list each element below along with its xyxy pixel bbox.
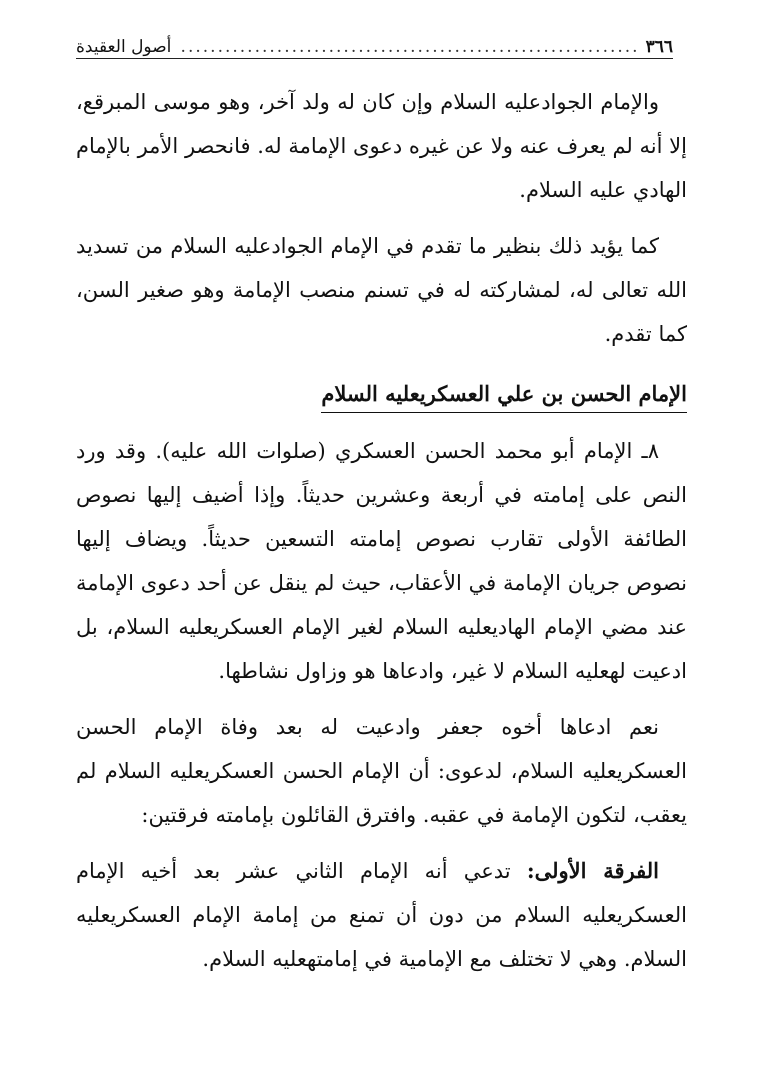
first-sect-label: الفرقة الأولى: xyxy=(526,858,659,883)
leader-dots xyxy=(177,36,639,58)
section-heading: الإمام الحسن بن علي العسكريعليه السلام xyxy=(321,376,687,413)
paragraph-divine-support: كما يؤيد ذلك بنظير ما تقدم في الإمام الجوادعليه السلام من تسديد الله تعالى له، لمشاركته له في تسنم منصب الإمامة وهو صغير السن، كما تقدم. xyxy=(76,234,687,346)
running-header xyxy=(76,28,673,59)
paragraph-imam-askari-texts: ٨ـ الإمام أبو محمد الحسن العسكري (صلوات الله عليه). وقد ورد النص على إمامته في أربعة وعشرين حديثاً. وإذا أضيف إليها نصوص الطائفة الأولى تقارب نصوص إمامته التسعين حديثاً. ويضاف إليها نصوص جريان الإمامة في الأعقاب، حيث لم ينقل عن أحد دعوى الإمامة عند مضي الإمام الهاديعليه السلام لغير الإمام العسكريعليه السلام، بل ادعيت لهعليه السلام لا غير، وادعاها هو وزاول نشاطها. xyxy=(76,439,687,683)
first-sect-text: تدعي أنه الإمام الثاني عشر بعد أخيه الإمام العسكريعليه السلام من دون أن تمنع من إمامة الإمام العسكريعليه السلام. وهي لا تختلف مع الإمامية في إمامتهعليه السلام. xyxy=(76,859,687,971)
paragraph-first-sect xyxy=(76,849,687,981)
paragraph-jafar-claim: نعم ادعاها أخوه جعفر وادعيت له بعد وفاة الإمام الحسن العسكريعليه السلام، لدعوى: أن الإمام الحسن العسكريعليه السلام لم يعقب، لتكون الإمامة في عقبه. وافترق القائلون بإمامته فرقتين: xyxy=(76,715,687,827)
book-title: أصول العقيدة xyxy=(76,37,172,57)
paragraph-imam-jawad-lineage: والإمام الجوادعليه السلام وإن كان له ولد آخر، وهو موسى المبرقع، إلا أنه لم يعرف عنه ولا عن غيره دعوى الإمامة له. فانحصر الأمر بالإمام الهادي عليه السلام. xyxy=(76,90,687,202)
page-number: ٣٦٦ xyxy=(645,37,673,57)
page-body xyxy=(76,80,687,993)
section-heading-wrapper xyxy=(76,368,687,429)
